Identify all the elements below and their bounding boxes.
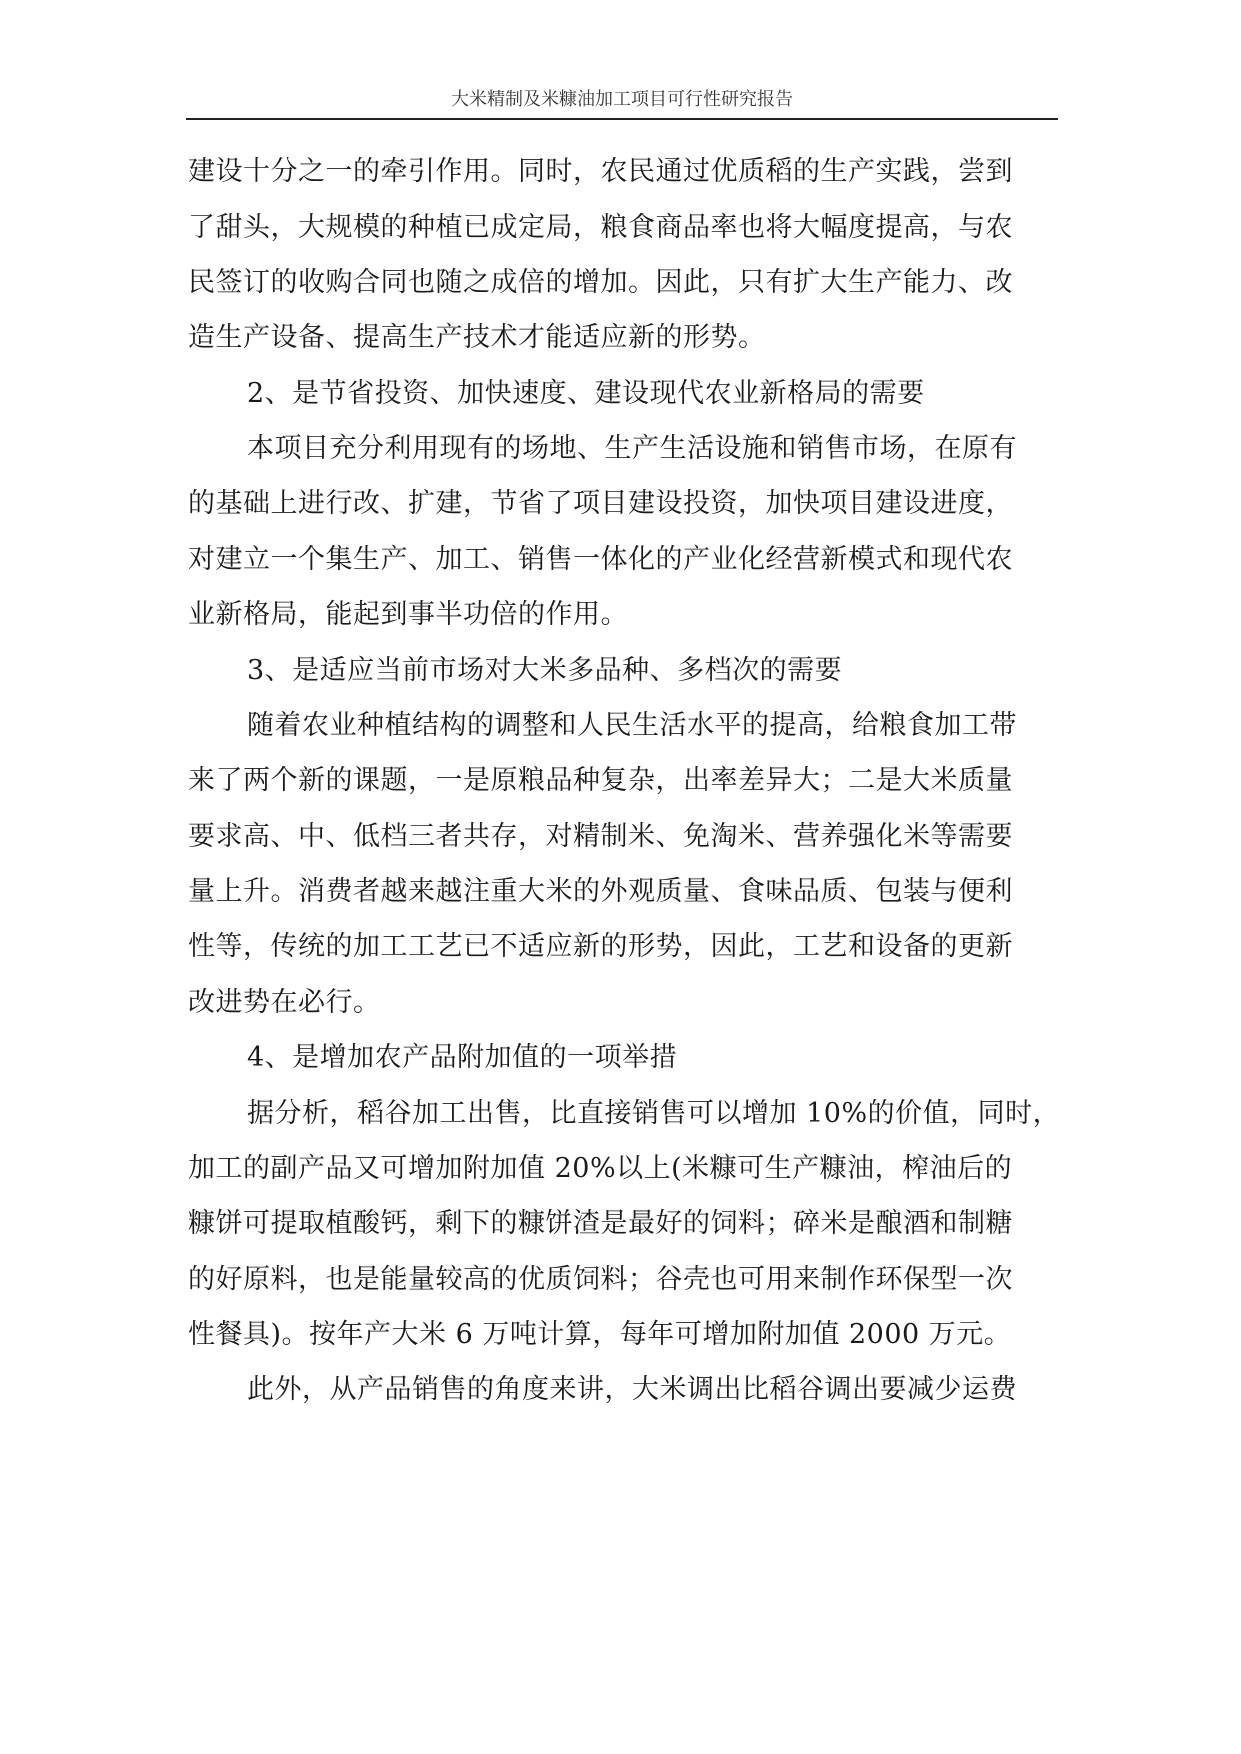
body-line: 造生产设备、提高生产技术才能适应新的形势。: [188, 322, 766, 353]
body-line: 糠饼可提取植酸钙，剩下的糠饼渣是最好的饲料；碎米是酿酒和制糖: [188, 1208, 1013, 1239]
body-line: 改进势在必行。: [188, 987, 381, 1018]
section-heading: 2、是节省投资、加快速度、建设现代农业新格局的需要: [247, 378, 925, 409]
body-line: 据分析，稻谷加工出售，比直接销售可以增加 10%的价值，同时，: [247, 1098, 1061, 1129]
body-line: 本项目充分利用现有的场地、生产生活设施和销售市场，在原有: [247, 433, 1017, 464]
body-line: 对建立一个集生产、加工、销售一体化的产业化经营新模式和现代农: [188, 544, 1013, 575]
body-line: 量上升。消费者越来越注重大米的外观质量、食味品质、包装与便利: [188, 876, 1013, 907]
body-line: 的好原料，也是能量较高的优质饲料；谷壳也可用来制作环保型一次: [188, 1264, 1013, 1295]
section-heading: 4、是增加农产品附加值的一项举措: [247, 1042, 678, 1073]
body-line: 性餐具)。按年产大米 6 万吨计算，每年可增加附加值 2000 万元。: [188, 1319, 1012, 1350]
body-line: 性等，传统的加工工艺已不适应新的形势，因此，工艺和设备的更新: [188, 931, 1013, 962]
body-line: 民签订的收购合同也随之成倍的增加。因此，只有扩大生产能力、改: [188, 267, 1013, 298]
body-line: 随着农业种植结构的调整和人民生活水平的提高，给粮食加工带: [247, 710, 1017, 741]
page-header: [186, 82, 1058, 120]
body-line: 加工的副产品又可增加附加值 20%以上(米糠可生产糠油，榨油后的: [188, 1153, 1013, 1184]
body-line: 业新格局，能起到事半功倍的作用。: [188, 599, 628, 630]
body-line: 要求高、中、低档三者共存，对精制米、免淘米、营养强化米等需要: [188, 821, 1013, 852]
body-line: 的基础上进行改、扩建，节省了项目建设投资，加快项目建设进度，: [188, 488, 1013, 519]
document-title: 大米精制及米糠油加工项目可行性研究报告: [451, 89, 793, 110]
body-line: 此外，从产品销售的角度来讲，大米调出比稻谷调出要减少运费: [247, 1374, 1017, 1405]
body-line: 来了两个新的课题，一是原粮品种复杂，出率差异大；二是大米质量: [188, 765, 1013, 796]
section-heading: 3、是适应当前市场对大米多品种、多档次的需要: [247, 655, 843, 686]
body-line: 建设十分之一的牵引作用。同时，农民通过优质稻的生产实践，尝到: [188, 156, 1013, 187]
body-line: 了甜头，大规模的种植已成定局，粮食商品率也将大幅度提高，与农: [188, 212, 1013, 243]
